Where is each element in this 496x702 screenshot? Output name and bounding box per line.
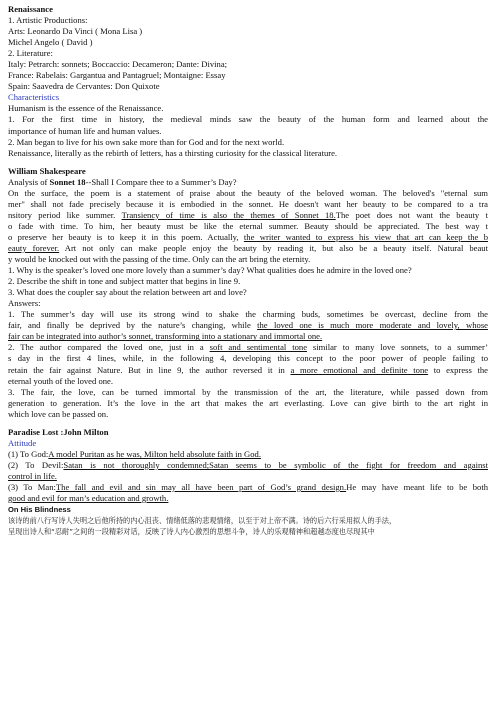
point2-line: 2. Man began to live for his own sake more than for God and for the next world. [8, 136, 285, 147]
analysis-prefix: Analysis of [8, 176, 50, 187]
chinese-line1: 该诗的前八行写诗人失明之后他所持的内心沮丧、情绪低落的悲观情绪，以至于对上帝不满。诗的后六行采用拟人的手法， [8, 516, 397, 526]
point1-line2: importance of human life and human values. [8, 125, 162, 136]
section-title-shakespeare: William Shakespeare [8, 165, 86, 176]
para1-line3-a: nsitory period like summer. [8, 209, 122, 220]
italy-line: Italy: Petrarch: sonnets; Boccaccio: Decameron; Dante: Divina; [8, 59, 228, 70]
para1-line3-underlined: Transiency of time is also the themes of Sonnet 18. [121, 209, 336, 220]
point1-line1: 1. For the first time in history, the medieval minds saw the beauty of the human form and learned about the [8, 114, 488, 125]
literature-heading: 2. Literature: [8, 48, 53, 59]
attitude-man-text-b: He may have meant life to be both [346, 481, 489, 492]
attitude-man-text-cont: good and evil for man’s education and growth. [8, 493, 169, 504]
para1-line3-b: The poet does not want the beauty t [335, 209, 488, 220]
answers-label: Answers: [8, 298, 41, 309]
para1-line1: On the surface, the poem is a statement of praise about the beauty of the beloved woman. The beloved's "eternal sum [8, 187, 488, 198]
answer2-line1-b: similar to many love sonnets, to a summer’ [307, 342, 488, 353]
answer2-line1-underlined: soft and sentimental tone [209, 342, 308, 353]
spain-line: Spain: Saavedra de Cervantes: Don Quixote [8, 81, 160, 92]
blindness-title: On His Blindness [8, 505, 71, 515]
attitude-god-label: (1) To God: [8, 448, 49, 459]
para1-line6-underlined: eauty forever. [8, 242, 60, 253]
analysis-sonnet-title: Sonnet 18 [49, 176, 86, 187]
para1-line4: o fade with time. To him, her beauty must be like the eternal summer. Beauty should be appreciated. The best way t [8, 220, 488, 231]
answer2-line3-a: retain the fair against Nature. But in line 9, the author reversed it in [8, 364, 291, 375]
michel-line: Michel Angelo ( David ) [8, 37, 93, 48]
arts-line: Arts: Leonardo Da Vinci ( Mona Lisa ) [8, 26, 143, 37]
attitude-man-line1 [8, 482, 488, 493]
answer2-line3-b: to express the [428, 364, 489, 375]
answer3-line1: 3. The fair, the love, can be turned immortal by the transmission of the art, the literature, while passed down from [8, 386, 488, 397]
section-title-milton: Paradise Lost :John Milton [8, 426, 109, 437]
humanism-line: Humanism is the essence of the Renaissance. [8, 103, 164, 114]
answer3-line3: which love can be passed on. [8, 408, 109, 419]
answer1-line2 [8, 320, 488, 331]
section-title-renaissance: Renaissance [8, 4, 53, 14]
para1-line6-b: Art not only can make people enjoy the beauty by reading it, but also be a beauty itself. Natural beaut [59, 242, 488, 253]
attitude-man-text: The fall and evil and sin may all have been part of God’s grand design. [55, 481, 347, 492]
section-gap [8, 420, 488, 427]
analysis-suffix: --Shall I Compare thee to a Summer’s Day? [85, 176, 237, 187]
analysis-heading [8, 177, 488, 188]
para1-line5-underlined: the writer wanted to express his view that art can keep the b [243, 231, 489, 242]
attitude-devil-text-cont: control in life. [8, 470, 57, 481]
para1-line5-a: o preserve her beauty is to keep it in this poem. Actually, [8, 231, 244, 242]
attitude-label: Attitude [8, 437, 37, 448]
attitude-man-label: (3) To Man: [8, 481, 56, 492]
attitude-devil-text: Satan is not thoroughly condemned;Satan seems to be symbolic of the fight for freedom and against [63, 459, 489, 470]
section-gap [8, 159, 488, 166]
attitude-god [8, 449, 488, 460]
answer2-line3-underlined: a more emotional and definite tone [290, 364, 429, 375]
question-3: 3. What does the coupler say about the relation between art and love? [8, 287, 247, 298]
answer2-line2: s day in the first 4 lines, while, in the following 4, developing this concept to the poor power of people failing to [8, 353, 488, 364]
question-2: 2. Describe the shift in tone and subject matter that begins in line 9. [8, 276, 241, 287]
answer2-line1 [8, 342, 488, 353]
para1-line3 [8, 210, 488, 221]
characteristics-label: Characteristics [8, 92, 60, 103]
attitude-devil-label: (2) To Devil: [8, 459, 64, 470]
answer2-line4: eternal youth of the loved one. [8, 375, 114, 386]
answer1-line2-underlined: the loved one is much more moderate and lovely, whose [257, 320, 488, 331]
france-line: France: Rabelais: Gargantua and Pantagruel; Montaigne: Essay [8, 70, 226, 81]
answer2-line3 [8, 365, 488, 376]
answer1-line1: 1. The summer’s day will use its strong wind to shake the charming buds, sometimes be overcast, decline from the [8, 309, 488, 320]
artistic-heading: 1. Artistic Productions: [8, 15, 88, 26]
answer1-line3-underlined: fair can be integrated into author’s sonnet, transforming into a stationary and immortal one. [8, 331, 323, 342]
literally-line: Renaissance, literally as the rebirth of letters, has a thirsting curiosity for the classical literature. [8, 147, 338, 158]
para1-line7: y would be knocked out with the passing of the time. Only can the art bring the eternity. [8, 254, 311, 265]
attitude-devil-line2 [8, 471, 488, 482]
answer2-line1-a: 2. The author compared the loved one, just in a [8, 342, 210, 353]
para1-line2: mer" shall not fade precisely because it is embodied in the sonnet. He doesn't want her beauty to be compared to a tra [8, 198, 488, 209]
chinese-line2: 呈现出诗人和“忍耐”之间的一段精彩对话，反映了诗人内心激烈的思想斗争，诗人的乐观精神和超越态度也尽现其中 [8, 527, 375, 537]
answer3-line2: generation to generation. It’s the love in the art that makes the art everlasting. Love can give birth to the art right in [8, 397, 488, 408]
para1-line6 [8, 243, 488, 254]
question-1: 1. Why is the speaker’s loved one more lovely than a summer’s day? What qualities does he admire in the loved one? [8, 265, 412, 276]
attitude-man-line2 [8, 493, 488, 504]
attitude-god-text: A model Puritan as he was, Milton held absolute faith in God. [48, 448, 261, 459]
para1-line5 [8, 232, 488, 243]
answer1-line3 [8, 331, 488, 342]
answer1-line2-a: fair, and finally be deprived by the nature’s changing, while [8, 320, 258, 331]
attitude-devil-line1 [8, 460, 488, 471]
